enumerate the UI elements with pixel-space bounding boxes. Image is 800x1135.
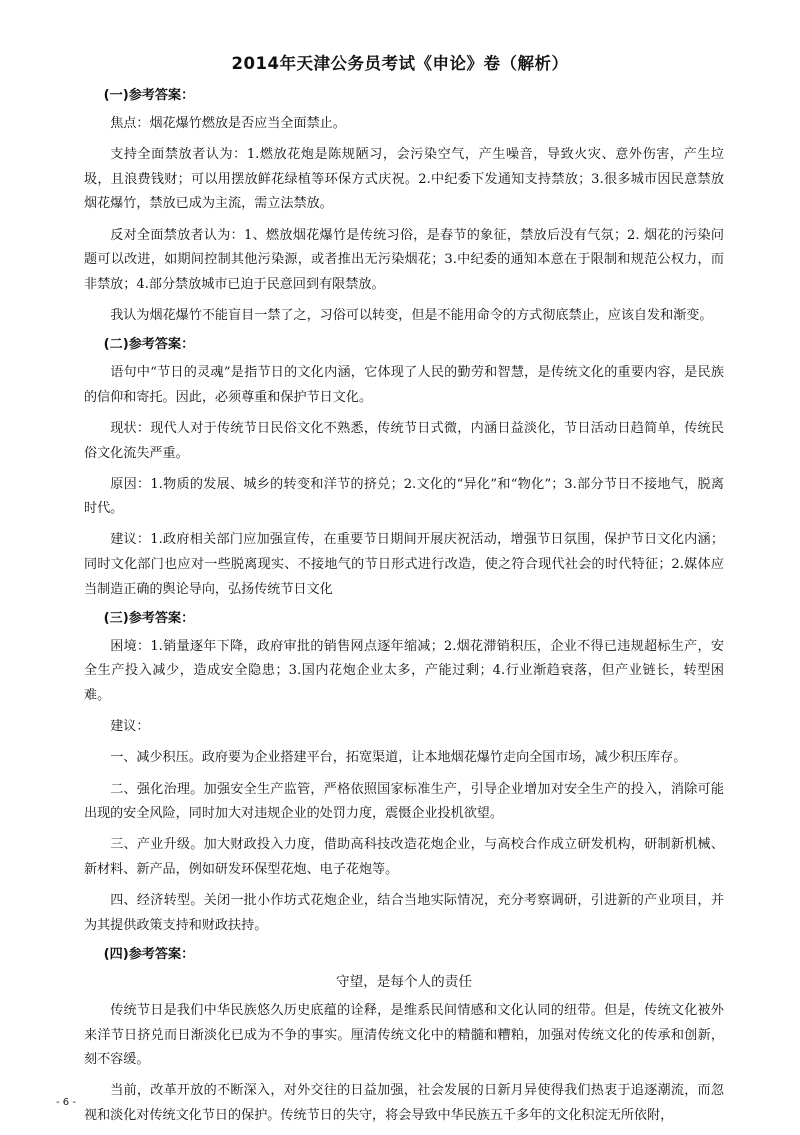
section-heading-4: (四)参考答案： [103,946,195,962]
status-paragraph: 现状：现代人对于传统节日民俗文化不熟悉，传统节日式微，内涵日益淡化，节日活动日趋简单，传统民俗文化流失严重。 [84,420,724,461]
suggestion-item-1: 一、减少积压。政府要为企业搭建平台，拓宽渠道，让本地烟花爆竹走向全国市场，减少积压库存。 [110,750,687,766]
suggestion-item-2: 二、强化治理。加强安全生产监管，严格依照国家标准生产，引导企业增加对安全生产的投入，消除可能出现的安全风险，同时加大对违规企业的处罚力度，震慑企业投机欲望。 [84,781,724,822]
opinion-paragraph: 我认为烟花爆竹不能盲目一禁了之，习俗可以转变，但是不能用命令的方式彻底禁止，应该自发和渐变。 [110,307,713,323]
suggestion-label: 建议： [110,719,150,735]
suggestion-item-4: 四、经济转型。关闭一批小作坊式花炮企业，结合当地实际情况，充分考察调研，引进新的产业项目，并为其提供政策支持和财政扶持。 [84,893,724,933]
oppose-ban-paragraph: 反对全面禁放者认为：1、燃放烟花爆竹是传统习俗，是春节的象征，禁放后没有气氛；2. 烟花的污染问题可以改进，如期间控制其他污染源，或者推出无污染烟花；3.中纪委的通知本意在于限制和规范公权力，而非禁放；4.部分禁放城市已迫于民意回到有限禁放。 [84,227,724,292]
suggestion-item-3: 三、产业升级。加大财政投入力度，借助高科技改造花炮企业，与高校合作成立研发机构，研制新机械、新材料、新产品，例如研发环保型花炮、电子花炮等。 [84,837,724,877]
section-heading-3: (三)参考答案： [103,610,195,626]
page-title: 2014年天津公务员考试《申论》卷（解析） [231,54,569,73]
essay-paragraph-1: 传统节日是我们中华民族悠久历史底蕴的诠释，是维系民间情感和文化认同的纽带。但是，传统文化被外来洋节日挤兑而日渐淡化已成为不争的事实。厘清传统文化中的精髓和糟粕，加强对传统文化的传承和创新，刻不容缓。 [84,1002,724,1068]
difficulty-paragraph: 困境：1.销量逐年下降，政府审批的销售网点逐年缩减；2.烟花滞销积压，企业不得已违规超标生产，安全生产投入减少，造成安全隐患；3.国内花炮企业太多，产能过剩；4.行业渐趋衰落，但产业链长，转型困难。 [84,638,724,704]
cause-paragraph: 原因：1.物质的发展、城乡的转变和洋节的挤兑；2.文化的“异化”和“物化”；3.部分节日不接地气，脱离时代。 [84,476,724,517]
section-heading-1: (一)参考答案： [103,88,195,103]
essay-paragraph-2: 当前，改革开放的不断深入，对外交往的日益加强，社会发展的日新月异使得我们热衷于追逐潮流，而忽视和淡化对传统文化节日的保护。传统节日的失守，将会导致中华民族五千多年的文化积淀无所依附， [84,1083,724,1123]
document-body [84,86,724,1135]
focus-paragraph: 焦点：烟花爆竹燃放是否应当全面禁止。 [110,116,346,131]
essay-title: 守望，是每个人的责任 [336,973,472,990]
support-ban-paragraph: 支持全面禁放者认为：1.燃放花炮是陈规陋习，会污染空气，产生噪音，导致火灾、意外伤害，产生垃圾，且浪费钱财；可以用摆放鲜花绿植等环保方式庆祝。2.中纪委下发通知支持禁放；3.很多城市因民意禁放烟花爆竹，禁放已成为主流，需立法禁放。 [84,147,724,212]
suggestion-paragraph: 建议：1.政府相关部门应加强宣传，在重要节日期间开展庆祝活动，增强节日氛围，保护节日文化内涵；同时文化部门也应对一些脱离现实、不接地气的节日形式进行改造，使之符合现代社会的时代特征；2.媒体应当制造正确的舆论导向，弘扬传统节日文化 [84,532,724,597]
section-heading-2: (二)参考答案： [103,337,195,353]
page-number: - 6 - [56,1097,76,1108]
meaning-paragraph: 语句中“节日的灵魂”是指节日的文化内涵，它体现了人民的勤劳和智慧，是传统文化的重要内容，是民族的信仰和寄托。因此，必须尊重和保护节日文化。 [84,365,724,405]
